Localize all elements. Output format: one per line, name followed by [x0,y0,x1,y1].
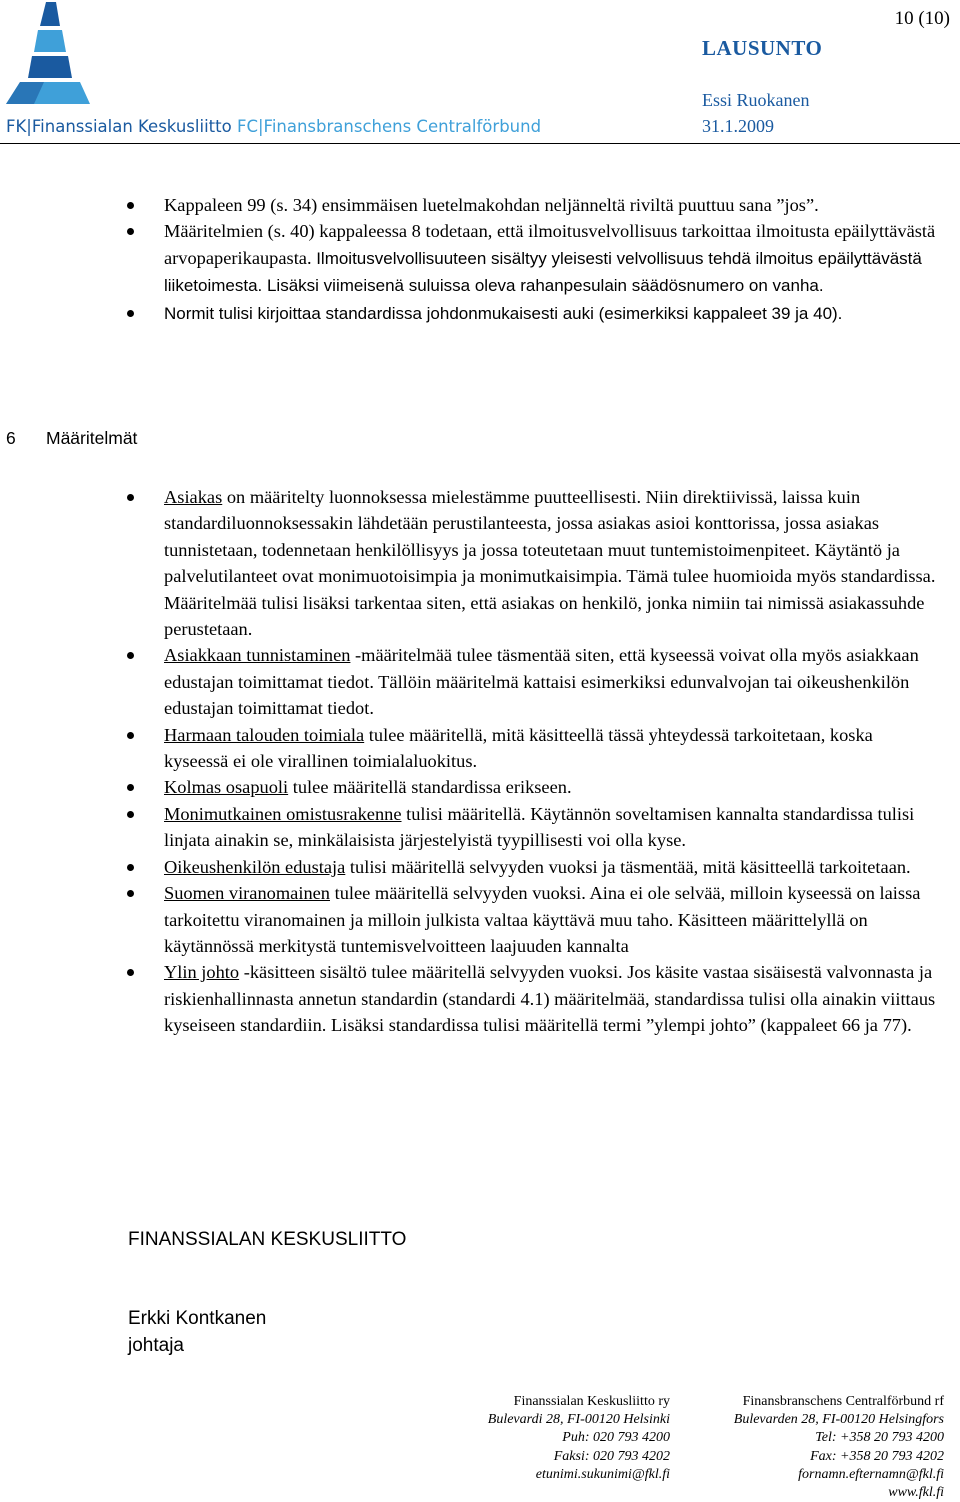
footer-org-name: Finanssialan Keskusliitto ry [513,1394,670,1409]
footer-address: Bulevardi 28, FI-00120 Helsinki [487,1412,670,1428]
list-item: Asiakas on määritelty luonnoksessa mielestämme puutteellisesti. Niin direktiivissä, laissa kuin standardiluonnoksessakin lähdetään perustilanteesta, jossa asiakas asioi konttorissa, jossa asiakas tunnistetaan, todennetaan henkilöllisyys ja jossa toteutetaan muut tuntemistoimenpiteet. Käytäntö ja palvelutilanteet ovat monimuotoisimpia ja monimutkaisimpia. Tämä tulee huomioida myös standardissa. Määritelmää tulisi lisäksi tarkentaa siten, että asiakas on henkilö, jonka nimiin tai nimissä asiakassuhde perustetaan. [122,484,938,642]
footer-email: fornamn.efternamn@fkl.fi [798,1466,944,1482]
fk-logo-icon [0,0,92,105]
list-item: Harmaan talouden toimiala tulee määritellä, mitä käsitteellä tässä yhteydessä tarkoitetaan, koska kyseessä ei ole virallinen toimialaluokitus. [122,722,938,775]
footer-phone: Puh: 020 793 4200 [562,1430,670,1446]
footer-email: etunimi.sukunimi@fkl.fi [535,1466,670,1482]
defined-term: Suomen viranomainen [164,883,330,904]
author-name: Essi Ruokanen [702,90,810,110]
defined-term: Asiakas [164,487,223,507]
footer-website: www.fkl.fi [888,1485,944,1501]
list-item: Kappaleen 99 (s. 34) ensimmäisen luetelmakohdan neljänneltä riviltä puuttuu sana ”jos”. [122,192,938,218]
list-item: Ylin johto -käsitteen sisältö tulee määritellä selvyyden vuoksi. Jos käsite vastaa sisäisestä valvonnasta ja riskienhallinnasta annetun standardin (standardi 4.1) määritelmää, standardissa tulisi olla ainakin viittaus kyseiseen standardiin. Lisäksi standardissa tulisi määritellä termi ”ylempi johto” (kappaleet 66 ja 77). [122,959,938,1038]
defined-term: Harmaan talouden toimiala [164,724,365,745]
footer-org-name: Finansbranschens Centralförbund rf [742,1394,944,1409]
section-heading [6,428,137,449]
signature-organization: FINANSSIALAN KESKUSLIITTO [128,1229,407,1250]
defined-term: Ylin johto [164,962,240,983]
org-name-fi: FK|Finanssialan Keskusliitto [6,117,232,136]
list-item: Määritelmien (s. 40) kappaleessa 8 todetaan, että ilmoitusvelvollisuus tarkoittaa ilmoitusta epäilyttävästä arvopaperikaupasta. Ilmoitusvelvollisuuteen sisältyy yleisesti velvollisuus tehdä ilmoitus epäilyttävästä liiketoimesta. Lisäksi viimeisenä suluissa oleva rahanpesulain säädösnumero on vanha. [122,218,938,299]
org-name-sv: FC|Finansbranschens Centralförbund [236,117,542,136]
definitions-list [122,484,938,1039]
organization-line [6,117,541,136]
footer-address: Bulevarden 28, FI-00120 Helsingfors [733,1412,944,1428]
comments-list [122,192,938,327]
footer-fax: Faksi: 020 793 4202 [553,1448,670,1464]
document-type: LAUSUNTO [702,36,823,60]
section-number: 6 [6,428,16,448]
list-item: Normit tulisi kirjoittaa standardissa johdonmukaisesti auki (esimerkiksi kappaleet 39 ja 40). [122,300,938,327]
list-item: Suomen viranomainen tulee määritellä selvyyden vuoksi. Aina ei ole selvää, milloin kyseessä on laissa tarkoitettu viranomainen ja milloin julkista valtaa käyttävä muu taho. Käsitteen määrittelyllä on käytännössä merkitystä tuntemisvelvoitteen laajuuden kannalta [122,880,938,959]
section-title: Määritelmät [46,428,138,448]
signatory-name: Erkki Kontkanen [128,1308,267,1329]
footer-contact-fi [488,1393,670,1484]
header-divider [0,143,960,144]
defined-term: Monimutkainen omistusrakenne [164,803,402,824]
page-number: 10 (10) [894,8,950,29]
footer-phone: Tel: +358 20 793 4200 [815,1430,944,1446]
list-item: Kolmas osapuoli tulee määritellä standardissa erikseen. [122,774,938,800]
list-item: Asiakkaan tunnistaminen -määritelmää tulee täsmentää siten, että kyseessä voivat olla myös asiakkaan edustajan toimittamat tiedot. Tällöin määritelmä kattaisi esimerkiksi edunvalvojan tai oikeushenkilön edustajan toimittamat tiedot. [122,642,938,721]
defined-term: Asiakkaan tunnistaminen [164,645,351,666]
document-date: 31.1.2009 [702,116,774,136]
defined-term: Kolmas osapuoli [164,777,289,798]
list-item: Monimutkainen omistusrakenne tulisi määritellä. Käytännön soveltamisen kannalta standardissa tulisi linjata ainakin se, minkälaisista järjestelyistä tyypillisesti voi olla kyse. [122,801,938,854]
footer-fax: Fax: +358 20 793 4202 [810,1448,944,1464]
defined-term: Oikeushenkilön edustaja [164,856,346,877]
signatory-title: johtaja [128,1335,184,1356]
list-item: Oikeushenkilön edustaja tulisi määritellä selvyyden vuoksi ja täsmentää, mitä käsitteellä tarkoitetaan. [122,854,938,880]
footer-contact-sv [734,1393,944,1502]
